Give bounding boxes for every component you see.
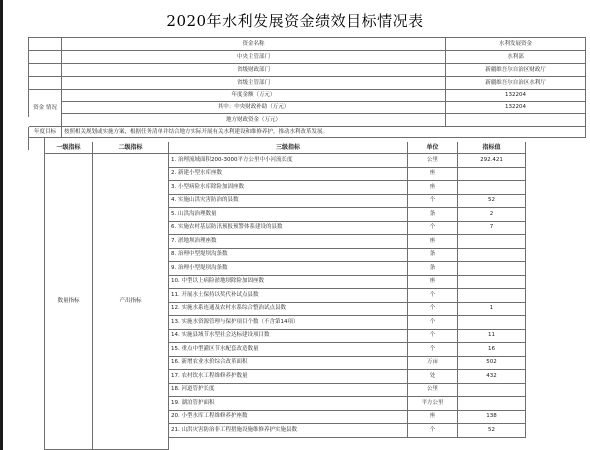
indicator-value — [458, 262, 526, 276]
indicator-name: 16. 新增农业水价综合改革面积 — [169, 357, 408, 371]
provincial-water-dept-label: 省级主管部门 — [62, 77, 446, 90]
indicator-name: 18. 河道管护长度 — [169, 384, 408, 398]
indicator-name: 9. 治理小型堤坝沟条数 — [169, 262, 408, 276]
indicator-unit: 个 — [408, 222, 458, 236]
indicator-name: 1. 治理流域面积200-3000平方公里中小河流长度 — [169, 154, 408, 168]
info-blank-cell — [29, 38, 62, 51]
fund-name-label: 资金名称 — [62, 38, 446, 51]
header-unit: 单位 — [408, 142, 458, 154]
header-level2: 二级指标 — [93, 142, 169, 154]
info-blank-cell — [29, 77, 62, 90]
annual-goal-label: 年度目标 — [29, 127, 62, 138]
indicator-value — [458, 289, 526, 303]
indicator-unit: 个 — [408, 330, 458, 344]
central-subsidy-value: 132204 — [446, 102, 586, 114]
indicator-unit: 个 — [408, 303, 458, 317]
indicator-name: 10. 中型以上病险淤地坝除险加固座数 — [169, 276, 408, 290]
header-level3: 三级指标 — [169, 142, 408, 154]
indicator-value — [458, 316, 526, 330]
indicator-unit: 公里 — [408, 384, 458, 398]
indicator-unit: 处 — [408, 370, 458, 384]
indicator-name: 20. 小型水库工程维修养护座数 — [169, 411, 408, 425]
indicator-name: 8. 治理中型堤坝沟条数 — [169, 249, 408, 263]
level2-indicator-name: 产出指标 — [93, 154, 169, 450]
indicator-value — [458, 397, 526, 411]
indicator-value: 11 — [458, 330, 526, 344]
indicator-name: 3. 小型病险水库除险加固座数 — [169, 181, 408, 195]
indicator-name: 21. 山洪灾害防治非工程措施设施维修养护实施县数 — [169, 424, 408, 438]
indicator-unit: 座 — [408, 276, 458, 290]
indicator-value: 432 — [458, 370, 526, 384]
indicator-unit: 个 — [408, 424, 458, 438]
indicator-value — [458, 384, 526, 398]
indicator-name: 5. 山洪沟治理数量 — [169, 208, 408, 222]
provincial-water-dept-value: 新疆维吾尔自治区水利厅 — [446, 77, 586, 90]
indicator-name: 19. 湖泊管护面积 — [169, 397, 408, 411]
window-edge — [0, 0, 3, 450]
indicator-value: 16 — [458, 343, 526, 357]
indicator-value — [458, 249, 526, 263]
document-title: 2020年水利发展资金绩效目标情况表 — [166, 12, 424, 30]
central-subsidy-label: 其中：中央财政补助（万元） — [62, 102, 446, 114]
indicator-unit: 个 — [408, 316, 458, 330]
indicator-unit: 条 — [408, 262, 458, 276]
indicator-unit: 条 — [408, 208, 458, 222]
indicator-name: 17. 农村饮水工程维修养护数量 — [169, 370, 408, 384]
header-level1: 一级指标 — [45, 142, 93, 154]
indicator-value — [458, 235, 526, 249]
indicator-value: 502 — [458, 357, 526, 371]
info-blank-cell — [29, 51, 62, 64]
indicator-value: 52 — [458, 195, 526, 209]
indicator-value: 7 — [458, 222, 526, 236]
local-funds-label: 地方财政资金（万元） — [62, 114, 446, 127]
provincial-finance-dept-label: 省级财政部门 — [62, 64, 446, 77]
indicator-value: 1 — [458, 303, 526, 317]
indicator-name: 13. 实施水资源管理与保护项目个数（不含第14项） — [169, 316, 408, 330]
indicator-name: 15. 重点中型灌区节水配套改造数量 — [169, 343, 408, 357]
indicator-unit: 座 — [408, 181, 458, 195]
indicator-unit: 座 — [408, 168, 458, 182]
annual-amount-value: 132204 — [446, 90, 586, 102]
indicator-value — [458, 168, 526, 182]
indicator-unit: 公里 — [408, 154, 458, 168]
indicator-value — [458, 181, 526, 195]
indicator-name: 4. 实施山洪灾害防治的县数 — [169, 195, 408, 209]
fund-name-value: 水利发展资金 — [446, 38, 586, 51]
indicator-value: 138 — [458, 411, 526, 425]
indicator-unit: 个 — [408, 343, 458, 357]
header-value: 指标值 — [458, 142, 526, 154]
provincial-finance-dept-value: 新疆维吾尔自治区财政厅 — [446, 64, 586, 77]
info-blank-cell — [29, 64, 62, 77]
indicator-name: 11. 开展水土保持以奖代补试点县数 — [169, 289, 408, 303]
central-dept-label: 中央主管部门 — [62, 51, 446, 64]
indicator-unit: 座 — [408, 411, 458, 425]
indicator-name: 6. 实施农村基层防汛预报预警体系建设的县数 — [169, 222, 408, 236]
indicator-unit: 座 — [408, 235, 458, 249]
indicator-value — [458, 276, 526, 290]
indicator-value: 2 — [458, 208, 526, 222]
indicator-name: 14. 实施县域节水型社会达标建设项目数 — [169, 330, 408, 344]
indicator-name: 7. 淤地坝治理座数 — [169, 235, 408, 249]
indicator-name: 2. 新建小型水库座数 — [169, 168, 408, 182]
indicator-unit: 个 — [408, 289, 458, 303]
funds-section-label: 资金 情况 — [29, 90, 62, 127]
indicator-unit: 条 — [408, 249, 458, 263]
central-dept-value: 水利部 — [446, 51, 586, 64]
indicator-unit: 个 — [408, 195, 458, 209]
indicator-unit: 万亩 — [408, 357, 458, 371]
indicator-value: 292.421 — [458, 154, 526, 168]
indicator-value: 52 — [458, 424, 526, 438]
annual-goal-text: 按照相关规划或实施方案，根据任务清单并结合地方实际开展有关水利建设和维修养护，推动水利改革发展。 — [62, 127, 586, 138]
indicator-name: 12. 实施水系连通及农村水系综合整治试点县数 — [169, 303, 408, 317]
local-funds-value — [446, 114, 586, 127]
indicator-unit: 平方公里 — [408, 397, 458, 411]
level1-indicator-name: 数量指标 — [45, 154, 93, 450]
annual-amount-label: 年度金额（万元） — [62, 90, 446, 102]
